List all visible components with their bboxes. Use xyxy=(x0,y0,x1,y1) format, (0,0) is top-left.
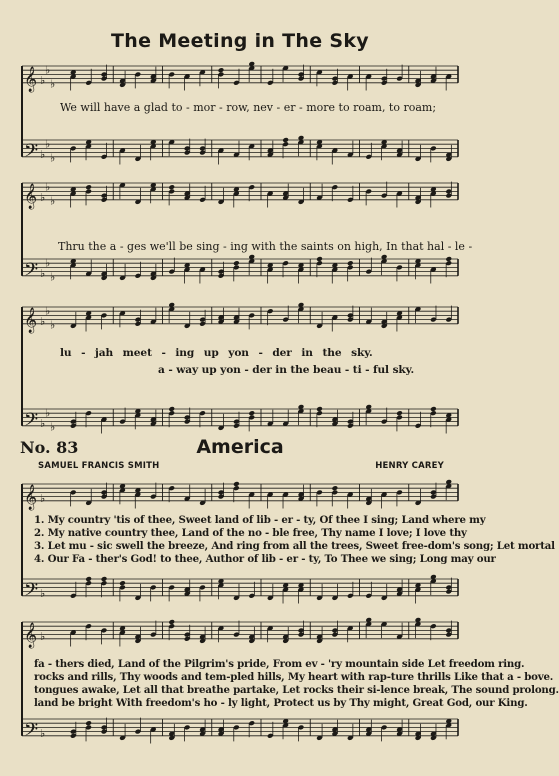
note-head xyxy=(347,260,354,266)
flat-sign-icon: ♭ xyxy=(45,63,51,77)
composer-credit: HENRY CAREY xyxy=(375,461,444,471)
flat-sign-icon: ♭ xyxy=(40,148,46,161)
verse-line: tongues awake, Let all that breathe partake, Let rocks their si-lence break, The sound prolong. xyxy=(34,684,559,696)
flat-sign-icon: ♭ xyxy=(45,180,51,194)
verse-line: rocks and rills, Thy woods and tem-pled hills, My heart with rap-ture thrills Like that a - bove. xyxy=(34,671,554,683)
note-head xyxy=(248,410,255,416)
note-head xyxy=(430,406,437,412)
note-head xyxy=(85,576,92,582)
note-head xyxy=(168,406,175,412)
verse-line: fa - thers died, Land of the Pilgrim's pride, From ev - 'ry mountain side Let freedom ring. xyxy=(34,658,525,670)
verse-line: land be bright With freedom's ho - ly light, Protect us by Thy might, Great God, our King. xyxy=(34,697,528,709)
hymn-title: America xyxy=(196,436,284,458)
note-head xyxy=(233,260,240,266)
flat-sign-icon: ♭ xyxy=(40,417,46,430)
verse-line: 2. My native country thee, Land of the no - ble free, Thy name I love; I love thy xyxy=(34,527,467,539)
flat-sign-icon: ♭ xyxy=(45,406,51,420)
verse-line: 4. Our Fa - ther's God! to thee, Author of lib - er - ty, To Thee we sing; Long may our xyxy=(34,553,496,565)
treble-clef-icon: 𝄞 xyxy=(24,66,38,92)
verse-line: 1. My country 'tis of thee, Sweet land of lib - er - ty, Of thee I sing; Land where my xyxy=(34,514,486,526)
flat-sign-icon: ♭ xyxy=(40,727,46,740)
flat-sign-icon: ♭ xyxy=(45,304,51,318)
treble-clef-icon: 𝄞 xyxy=(24,622,38,648)
note-head xyxy=(119,580,126,586)
verse-line: 3. Let mu - sic swell the breeze, And ring from all the trees, Sweet free-dom's song; Let mortal xyxy=(34,540,555,552)
flat-sign-icon: ♭ xyxy=(40,587,46,600)
note-head xyxy=(396,410,403,416)
note-head xyxy=(233,481,240,487)
bass-clef-icon: 𝄢 xyxy=(24,140,39,166)
note-head xyxy=(316,406,323,412)
flat-sign-icon: ♭ xyxy=(50,270,56,284)
treble-clef-icon: 𝄞 xyxy=(24,484,38,510)
flat-sign-icon: ♭ xyxy=(50,318,56,332)
flat-sign-icon: ♭ xyxy=(40,315,46,328)
flat-sign-icon: ♭ xyxy=(40,267,46,280)
treble-clef-icon: 𝄞 xyxy=(24,183,38,209)
note-head xyxy=(282,137,289,143)
flat-sign-icon: ♭ xyxy=(50,194,56,208)
lyric-line: Thru the a - ges we'll be sing - ing with the saints on high, In that hal - le - xyxy=(58,240,473,253)
bass-clef-icon: 𝄢 xyxy=(24,409,39,435)
flat-sign-icon: ♭ xyxy=(40,191,46,204)
hymn-title: The Meeting in The Sky xyxy=(111,30,369,52)
flat-sign-icon: ♭ xyxy=(40,630,46,643)
treble-clef-icon: 𝄞 xyxy=(24,307,38,333)
note-head xyxy=(316,256,323,262)
note-head xyxy=(85,720,92,726)
author-credit: SAMUEL FRANCIS SMITH xyxy=(38,461,160,471)
note-head xyxy=(445,256,452,262)
note-head xyxy=(332,485,339,491)
bass-clef-icon: 𝄢 xyxy=(24,579,39,605)
flat-sign-icon: ♭ xyxy=(40,492,46,505)
lyric-line: lu - jah meet - ing up yon - der in the sky. xyxy=(60,347,373,359)
note-head xyxy=(168,619,175,625)
flat-sign-icon: ♭ xyxy=(45,256,51,270)
flat-sign-icon: ♭ xyxy=(50,151,56,165)
flat-sign-icon: ♭ xyxy=(45,137,51,151)
lyric-line: We will have a glad to - mor - row, nev - er - more to roam, to roam; xyxy=(60,101,437,114)
note-head xyxy=(218,67,225,73)
hymn-number: No. 83 xyxy=(20,438,79,457)
bass-clef-icon: 𝄢 xyxy=(24,259,39,285)
lyric-line: a - way up yon - der in the beau - ti - ful sky. xyxy=(158,364,415,376)
flat-sign-icon: ♭ xyxy=(40,74,46,87)
flat-sign-icon: ♭ xyxy=(50,77,56,91)
note-head xyxy=(101,576,108,582)
note-head xyxy=(168,184,175,190)
bass-clef-icon: 𝄢 xyxy=(24,719,39,745)
note-head xyxy=(85,184,92,190)
flat-sign-icon: ♭ xyxy=(50,420,56,434)
